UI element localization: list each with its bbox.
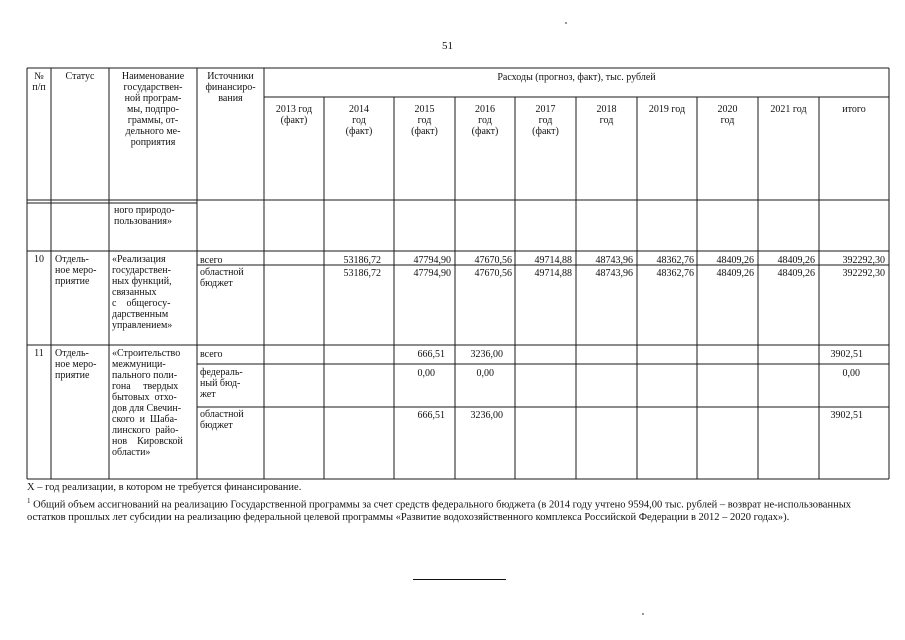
header-name: Наименование государствен- ной програм- мы, подпро- граммы, от- дельного ме- роприятия <box>121 71 185 148</box>
row10-total-2015: 47794,90 <box>413 255 451 266</box>
header-year-2018: 2018 год <box>596 104 617 126</box>
row11-name: «Строительство межмуници- пального поли- гона твердых бытовых отхо- дов для Свечин- ского и Шаба- линского райо- нов Кировской области» <box>112 348 183 458</box>
row11-regional-2015: 666,51 <box>417 410 445 421</box>
header-num: № п/п <box>32 71 46 93</box>
row11-federal-2015: 0,00 <box>417 368 435 379</box>
header-year-2017: 2017 год (факт) <box>532 104 559 137</box>
row10-regional-2018: 48743,96 <box>595 268 633 279</box>
row11-regional-2016: 3236,00 <box>470 410 503 421</box>
header-year-2016: 2016 год (факт) <box>471 104 499 137</box>
row11-src-regional: областной бюджет <box>200 409 244 431</box>
header-year-2020: 2020 год <box>717 104 738 126</box>
row10-num: 10 <box>34 254 44 265</box>
row10-regional-2014: 53186,72 <box>343 268 381 279</box>
row10-total-sum: 392292,30 <box>842 255 885 266</box>
row11-num: 11 <box>34 348 44 359</box>
row11-src-federal: федераль- ный бюд- жет <box>200 367 243 400</box>
scan-speck <box>642 613 644 615</box>
header-expenses: Расходы (прогноз, факт), тыс. рублей <box>497 72 656 83</box>
header-status: Статус <box>65 71 95 82</box>
separator-line <box>413 579 506 580</box>
row10-regional-2017: 49714,88 <box>534 268 572 279</box>
header-year-2014: 2014 год (факт) <box>345 104 373 137</box>
row11-total-2015: 666,51 <box>417 349 445 360</box>
footnote-1 <box>27 495 889 525</box>
row10-total-2018: 48743,96 <box>595 255 633 266</box>
x-note: X – год реализации, в котором не требуется финансирование. <box>27 482 302 493</box>
footnotes <box>27 482 889 524</box>
row10-regional-2015: 47794,90 <box>413 268 451 279</box>
row10-regional-2021: 48409,26 <box>777 268 815 279</box>
row11-src-total: всего <box>200 349 223 360</box>
row11-status: Отдель- ное меро- приятие <box>55 348 97 381</box>
row11-total-sum: 3902,51 <box>830 349 863 360</box>
row11-federal-sum: 0,00 <box>842 368 860 379</box>
row10-regional-2020: 48409,26 <box>716 268 754 279</box>
row10-src-regional: областной бюджет <box>200 267 244 289</box>
row11-regional-sum: 3902,51 <box>830 410 863 421</box>
row10-src-total: всего <box>200 255 223 266</box>
header-year-2013: 2013 год (факт) <box>275 104 313 126</box>
footnote-mark: 1 <box>27 496 31 505</box>
row10-total-2021: 48409,26 <box>777 255 815 266</box>
continuation-name: ного природо- пользования» <box>114 205 175 227</box>
row10-total-2014: 53186,72 <box>343 255 381 266</box>
row10-regional-sum: 392292,30 <box>842 268 885 279</box>
scan-speck <box>565 22 567 24</box>
row11-total-2016: 3236,00 <box>470 349 503 360</box>
row10-regional-2016: 47670,56 <box>474 268 512 279</box>
footnote-text: Общий объем ассигнований на реализацию Государственной программы за счет средств федерального бюджета (в 2014 году учтено 9594,00 тыс. рублей – возврат не-использованных остатков прошлых лет субсидии на реализацию федеральной целевой программы «Развитие водохозяйственного комплекса Российской Федерации в 2012 – 2020 годах»). <box>27 499 852 523</box>
row11-federal-2016: 0,00 <box>476 368 494 379</box>
header-year-2021: 2021 год <box>770 104 807 115</box>
row10-name: «Реализация государствен- ных функций, связанных с общегосу- дарственным управлением» <box>112 254 173 331</box>
page-number: 51 <box>442 40 453 52</box>
row10-total-2020: 48409,26 <box>716 255 754 266</box>
row10-total-2019: 48362,76 <box>656 255 694 266</box>
row10-regional-2019: 48362,76 <box>656 268 694 279</box>
header-year-2015: 2015 год (факт) <box>411 104 438 137</box>
row10-total-2016: 47670,56 <box>474 255 512 266</box>
header-year-2019: 2019 год <box>648 104 686 115</box>
row10-status: Отдель- ное меро- приятие <box>55 254 97 287</box>
header-total: итого <box>842 104 866 115</box>
row10-total-2017: 49714,88 <box>534 255 572 266</box>
header-sources: Источники финансиро- вания <box>205 71 256 104</box>
